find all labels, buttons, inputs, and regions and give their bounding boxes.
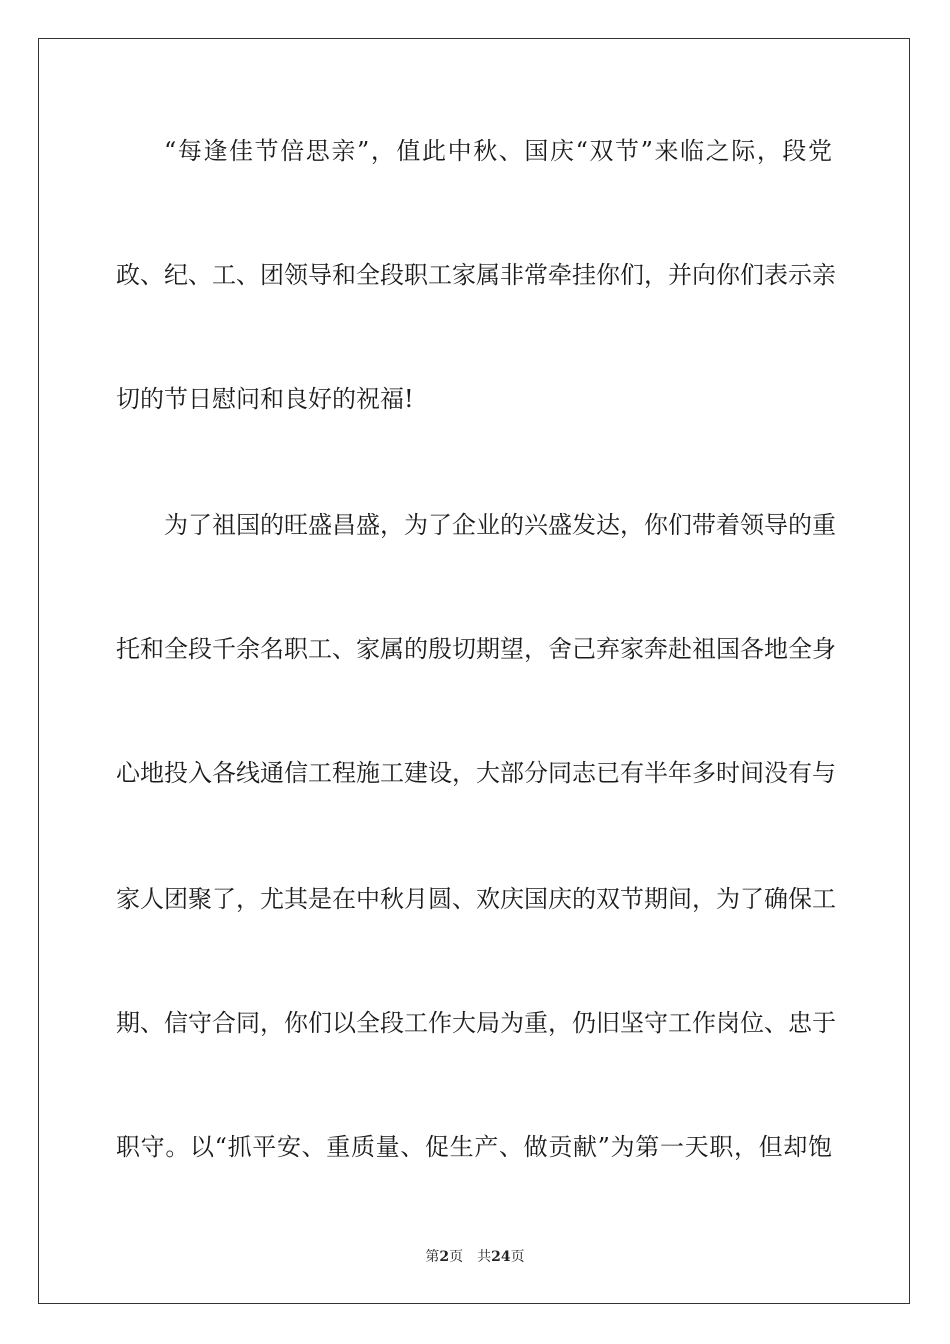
text-line: 为了祖国的旺盛昌盛，为了企业的兴盛发达，你们带着领导的重 (164, 511, 836, 539)
text-line: 心地投入各线通信工程施工建设，大部分同志已有半年多时间没有与 (116, 759, 836, 787)
text-line: 切的节日慰问和良好的祝福! (116, 385, 414, 413)
text-line: 政、纪、工、团领导和全段职工家属非常牵挂你们，并向你们表示亲 (116, 261, 836, 289)
text-line: 托和全段千余名职工、家属的殷切期望，舍己弃家奔赴祖国各地全身 (116, 635, 836, 663)
text-line: 职守。以“抓平安、重质量、促生产、做贡献”为第一天职，但却饱 (116, 1133, 832, 1161)
text-line: 家人团聚了，尤其是在中秋月圆、欢庆国庆的双节期间，为了确保工 (116, 885, 836, 913)
page-border (38, 38, 910, 1304)
page-prefix: 第 (425, 1249, 440, 1265)
page-number: 2 (439, 1249, 450, 1265)
total-suffix: 页 (510, 1249, 525, 1265)
text-line: “每逢佳节倍思亲”，值此中秋、国庆“双节”来临之际，段党 (164, 137, 832, 165)
page-suffix: 页 (449, 1249, 464, 1265)
page-footer (0, 1248, 950, 1266)
total-pages: 24 (491, 1249, 511, 1265)
text-line: 期、信守合同，你们以全段工作大局为重，仍旧坚守工作岗位、忠于 (116, 1009, 836, 1037)
total-prefix: 共 (477, 1249, 492, 1265)
